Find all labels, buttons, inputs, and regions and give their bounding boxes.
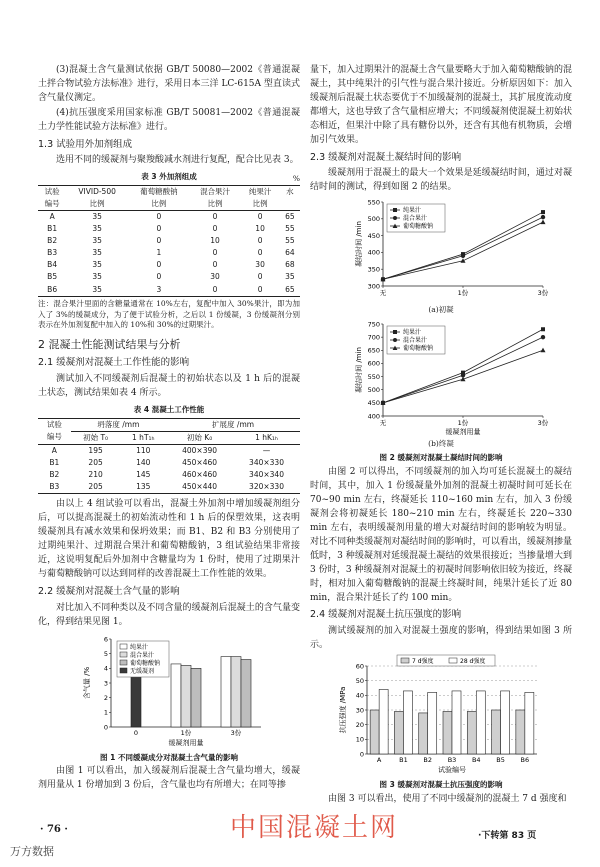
- paragraph: 测试缓凝剂的加入对混凝土强度的影响，得到结果如图 3 所示。: [310, 626, 572, 651]
- y-axis-label: 凝结时间 /min: [355, 221, 363, 268]
- y-tick-label: 500: [367, 385, 380, 394]
- y-tick-label: 750: [367, 320, 380, 329]
- table-cell: 64: [285, 248, 295, 258]
- figure-initial-setting-chart: [321, 196, 561, 304]
- y-tick-label: 500: [367, 215, 380, 224]
- table-header: 试验: [46, 419, 62, 429]
- table-cell: B2: [49, 470, 60, 480]
- table-row: [38, 223, 300, 235]
- figure-caption: 图 1 不同缓凝成分对混凝土含气量的影响: [100, 752, 238, 762]
- paragraph: (3)混凝土含气量测试依据 GB/T 50080—2002《普通混凝土拌合物试验方法标准》进行，采用日本三洋 LC-615A 型直读式含气量仪测定。: [38, 65, 300, 103]
- bar: [419, 713, 428, 754]
- paragraph: (4)抗压强度采用国家标准 GB/T 50081—2002《普通混凝土力学性能试验方法标准》进行。: [38, 107, 300, 132]
- table-caption: 表 3 外加剂组成: [141, 172, 197, 182]
- data-point: [461, 254, 465, 258]
- x-tick-label: B3: [447, 756, 457, 765]
- legend-label: 混合果汁: [403, 215, 428, 223]
- subfigure-caption: (a)初凝: [428, 305, 454, 315]
- bar: [443, 712, 452, 755]
- data-point: [541, 327, 545, 331]
- legend-label: 7 d强度: [412, 658, 434, 666]
- table-header: 比例: [190, 198, 241, 211]
- y-tick-label: 4: [103, 664, 108, 673]
- legend-swatch: [449, 658, 457, 663]
- table-cell: 35: [92, 260, 102, 270]
- paragraph: 对比加入不同种类以及不同含量的缓凝剂后混凝土的含气量变化，得到结果见图 1。: [38, 602, 300, 627]
- bar: [191, 668, 201, 727]
- y-tick-label: 50: [355, 677, 364, 686]
- figure-final-setting-chart: [321, 318, 561, 438]
- table-cell: 0: [257, 272, 263, 282]
- x-tick-label: 3份: [230, 728, 242, 737]
- table-cell: 1: [156, 248, 162, 258]
- table-cell: 0: [257, 284, 263, 294]
- y-tick-label: 450: [367, 399, 380, 408]
- table-header: [280, 198, 300, 211]
- table-cell: B3: [49, 482, 60, 492]
- section-heading: 2.4 缓凝剂对混凝土抗压强度的影响: [310, 609, 462, 621]
- table-cell: 0: [212, 223, 218, 233]
- bar: [394, 712, 403, 755]
- bar: [452, 691, 461, 754]
- legend-label: 葡萄糖酸钠: [130, 659, 161, 667]
- y-tick-label: 600: [367, 359, 380, 368]
- bar: [467, 712, 476, 755]
- y-tick-label: 300: [367, 282, 380, 291]
- x-tick-label: 无: [379, 418, 387, 427]
- table-note: 注：混合果汁里面的含糖量通常在 10%左右，复配中加入 30%果汁，即为加入了 3%的缓凝成分，为了便于试验分析，之后以 1 份缓凝，3 份缓凝剂分别表示在外加剂复配中加入的 10%和 30%的过期果汁。: [38, 298, 300, 330]
- data-point: [461, 258, 466, 263]
- legend-label: 纯果汁: [130, 643, 149, 651]
- table-cell: 140: [136, 457, 151, 467]
- table-cell: 205: [88, 457, 103, 467]
- table-cell: 10: [255, 223, 265, 233]
- table-header: 混合果汁: [200, 186, 231, 196]
- source-label: 万方数据: [10, 845, 54, 858]
- table-cell: 35: [92, 211, 102, 221]
- table-row: [38, 271, 300, 283]
- table-header: 水: [286, 186, 294, 196]
- table-cell: 400×390: [182, 445, 218, 455]
- y-tick-label: 30: [355, 706, 364, 715]
- table-row: [38, 259, 300, 271]
- figure-compressive-strength-chart: [321, 654, 561, 776]
- table-header: 比例: [240, 198, 279, 211]
- legend-label: 28 d强度: [460, 658, 486, 666]
- table-row: [38, 284, 300, 297]
- bar: [492, 710, 501, 754]
- table-cell: 0: [212, 248, 218, 258]
- table-cell: B1: [49, 457, 60, 467]
- table-cell: 110: [136, 445, 151, 455]
- y-tick-label: 650: [367, 346, 380, 355]
- table-cell: 0: [156, 272, 162, 282]
- x-tick-label: 1份: [180, 728, 192, 737]
- bar: [428, 692, 437, 754]
- x-tick-label: B6: [520, 756, 530, 765]
- y-tick-label: 10: [355, 735, 364, 744]
- paragraph: 由图 1 可以看出，加入缓凝剂后混凝土含气量均增大，缓凝剂用量从 1 份增加到 3 份后，含气量也均有所增大；在同等掺: [38, 766, 300, 791]
- legend-label: 纯果汁: [403, 207, 422, 215]
- table-cell: 340×340: [249, 470, 284, 480]
- paragraph: 由以上 4 组试验可以看出，混凝土外加剂中增加缓凝剂组分后，可以提高混凝土的初始流动性和 1 h 后的保塑效果，这表明缓凝剂具有减水效果和保坍效果；而 B1、B2 和 B3 分别使用了过期纯果汁、过期混合果汁和葡萄糖酸钠，3 组试验结果非常接近，这说明复配后外加剂中含糖量均为 1 份时，使用了过期果汁与葡萄糖酸钠可以达到同样的改善混凝土工作性能的效果。: [38, 499, 300, 580]
- table-row: [38, 247, 300, 259]
- table-row: [38, 469, 300, 481]
- legend-label: 葡萄糖酸钠: [403, 345, 434, 353]
- table-cell: 30: [210, 272, 220, 282]
- table-cell: B4: [47, 260, 58, 270]
- x-tick-label: 0: [133, 728, 139, 737]
- y-tick-label: 550: [367, 198, 380, 207]
- table-header: 1 hT₁ₕ: [121, 431, 167, 444]
- legend-swatch: [120, 652, 127, 657]
- paragraph: 由图 3 可以看出，使用了不同中缓凝剂的混凝土 7 d 强度和: [328, 793, 567, 804]
- bar: [221, 656, 231, 726]
- legend-marker: [393, 338, 397, 342]
- table-cell: 68: [285, 260, 295, 270]
- table-header: VIVID-500: [78, 186, 116, 196]
- legend-marker: [393, 208, 397, 212]
- bar: [516, 710, 525, 754]
- table-header: 试验: [44, 186, 60, 196]
- table-cell: 0: [156, 211, 162, 221]
- table-header: 纯果汁: [248, 186, 272, 196]
- bar: [403, 691, 412, 754]
- legend-label: 混合果汁: [130, 651, 155, 659]
- y-tick-label: 2: [103, 693, 108, 702]
- bar: [525, 692, 534, 754]
- x-tick-label: 3份: [537, 418, 549, 427]
- table-cell: B2: [47, 236, 58, 246]
- page-number: · 76 ·: [40, 824, 68, 835]
- table-cell: 35: [285, 272, 295, 282]
- table-unit: %: [292, 173, 300, 183]
- y-axis-label: 含气量 /%: [83, 666, 91, 699]
- table-header: 比例: [66, 198, 128, 211]
- table-cell: B3: [47, 248, 58, 258]
- table-cell: 0: [257, 248, 263, 258]
- bar: [131, 672, 141, 726]
- x-tick-label: B5: [496, 756, 505, 765]
- table-cell: 460×460: [182, 470, 218, 480]
- bar: [181, 665, 191, 727]
- legend-marker: [393, 216, 397, 220]
- table-header: 比例: [128, 198, 190, 211]
- y-tick-label: 40: [355, 691, 364, 700]
- table-cell: B1: [47, 223, 58, 233]
- table-cell: —: [262, 445, 271, 455]
- legend-label: 无缓凝剂: [130, 667, 155, 675]
- section-heading: 1.3 试验用外加剂组成: [38, 138, 133, 150]
- y-tick-label: 1: [103, 708, 108, 717]
- y-tick-label: 400: [367, 248, 380, 257]
- table-header: 1 hK₁ₕ: [233, 431, 300, 444]
- data-point: [541, 210, 545, 214]
- y-tick-label: 3: [103, 678, 108, 687]
- table-cell: 30: [255, 260, 265, 270]
- bar: [501, 691, 510, 754]
- legend-label: 纯果汁: [403, 329, 422, 337]
- table-cell: B6: [47, 284, 58, 294]
- table-row: [38, 481, 300, 494]
- x-axis-label: 试验编号: [438, 766, 466, 775]
- table-cell: A: [49, 211, 55, 221]
- bar: [171, 664, 181, 727]
- x-tick-label: 1份: [457, 289, 469, 298]
- legend-swatch: [120, 644, 127, 649]
- table-row: [38, 444, 300, 457]
- table-cell: 65: [285, 211, 295, 221]
- table-cell: 0: [257, 211, 263, 221]
- y-tick-label: 700: [367, 333, 380, 342]
- table-cell: 340×330: [249, 457, 284, 467]
- y-tick-label: 0: [359, 750, 364, 759]
- x-tick-label: B1: [399, 756, 408, 765]
- table-row: [38, 235, 300, 247]
- data-point: [541, 215, 545, 219]
- x-tick-label: B4: [471, 756, 481, 765]
- table-header: 编号: [38, 431, 71, 444]
- legend-swatch: [120, 660, 127, 665]
- paragraph: 测试加入不同缓凝剂后混凝土的初始状态以及 1 h 后的混凝土状态，测试结果如表 4 所示。: [38, 374, 300, 399]
- table-cell: 135: [136, 482, 151, 492]
- section-heading: 2.1 缓凝剂对混凝土工作性能的影响: [38, 357, 190, 369]
- y-tick-label: 0: [103, 722, 108, 731]
- table-cell: 450×440: [182, 482, 218, 492]
- table-cell: 210: [88, 470, 103, 480]
- paragraph: 选用不同的缓凝剂与聚羧酸减水剂进行复配，配合比见表 3。: [56, 155, 299, 166]
- y-axis-label: 抗压强度 /MPa: [339, 686, 347, 734]
- data-point: [541, 220, 546, 225]
- legend-swatch: [120, 668, 127, 673]
- legend-marker: [393, 330, 397, 334]
- bar: [241, 659, 251, 726]
- table-cell: 0: [212, 284, 218, 294]
- y-tick-label: 6: [103, 634, 108, 643]
- x-tick-label: 3份: [537, 289, 549, 298]
- paragraph: 由图 2 可以得出，不同缓凝剂的加入均可延长混凝土的凝结时间，其中，加入 1 份缓凝量外加剂的混凝土初凝时间可延长在 70~90 min 左右，终凝延长 110~160 min 左右，加入 3 份缓凝剂会将初凝延长 180~210 min 左右，终凝延长 220~330 min 左右，表明缓凝剂用量的增大对凝结时间的影响较为明显。对比不同种类缓凝剂对凝结时间的影响时，可以看出，缓凝剂掺量低时，3 种缓凝剂对延缓混凝土凝结的效果很接近；当掺量增大到 3 份时，3 种缓凝剂对混凝土的初凝时间影响依旧较为接近，终凝时，相对加入葡萄糖酸钠的混凝土终凝时间，纯果汁延长了近 80 min，混合果汁延长了约 100 min。: [310, 467, 572, 603]
- x-tick-label: A: [376, 756, 382, 765]
- table-cell: 205: [88, 482, 103, 492]
- subfigure-caption: (b)终凝: [428, 438, 454, 448]
- watermark: 中国混凝土网: [230, 813, 399, 843]
- table-cell: A: [51, 445, 57, 455]
- y-tick-label: 60: [355, 662, 364, 671]
- table-cell: B5: [47, 272, 58, 282]
- y-tick-label: 5: [103, 649, 108, 658]
- section-heading: 2 混凝土性能测试结果与分析: [38, 338, 181, 352]
- table-cell: 320×330: [249, 482, 284, 492]
- y-tick-label: 450: [367, 232, 380, 241]
- table-additive-composition: [38, 185, 300, 297]
- table-cell: 0: [257, 236, 263, 246]
- y-axis-label: 凝结时间 /min: [355, 346, 363, 393]
- table-header: 葡萄糖酸钠: [140, 186, 178, 196]
- y-tick-label: 550: [367, 372, 380, 381]
- y-tick-label: 20: [355, 721, 364, 730]
- table-caption: 表 4 混凝土工作性能: [133, 404, 205, 414]
- table-header: 扩展度 /mm: [166, 418, 300, 431]
- continued-note: ·下转第 83 页: [478, 831, 537, 841]
- x-axis-label: 缓凝剂用量: [168, 738, 204, 747]
- table-header: 初始 K₀: [166, 431, 233, 444]
- legend-label: 葡萄糖酸钠: [403, 223, 434, 231]
- bar: [379, 690, 388, 755]
- table-cell: 65: [285, 284, 295, 294]
- section-heading: 2.2 缓凝剂对混凝土含气量的影响: [38, 585, 180, 597]
- table-cell: 450×460: [182, 457, 218, 467]
- x-tick-label: 无: [379, 289, 387, 298]
- table-cell: 35: [92, 284, 102, 294]
- table-cell: 55: [285, 223, 295, 233]
- x-tick-label: 1份: [457, 418, 469, 427]
- table-cell: 195: [88, 445, 103, 455]
- x-axis-label: 缓凝剂用量: [445, 427, 481, 436]
- table-cell: 0: [156, 236, 162, 246]
- table-workability: [38, 418, 300, 495]
- table-cell: 145: [136, 470, 151, 480]
- data-point: [541, 348, 546, 353]
- legend-swatch: [401, 658, 409, 663]
- bar: [476, 691, 485, 754]
- y-tick-label: 350: [367, 265, 380, 274]
- table-cell: 35: [92, 223, 102, 233]
- table-header: 坍落度 /mm: [71, 418, 166, 431]
- bar: [370, 710, 379, 754]
- data-point: [541, 335, 545, 339]
- table-cell: 10: [210, 236, 220, 246]
- legend-label: 混合果汁: [403, 337, 428, 345]
- bar: [231, 656, 241, 726]
- figure-air-content-chart: [49, 631, 289, 749]
- paragraph: 缓凝剂用于混凝土的最大一个效果是延缓凝结时间，通过对凝结时间的测试，得到如图 2 的结果。: [310, 168, 572, 193]
- left-column: [38, 64, 300, 794]
- figure-caption: 图 2 缓凝剂对混凝土凝结时间的影响: [379, 453, 503, 463]
- table-cell: 35: [92, 272, 102, 282]
- table-cell: 35: [92, 236, 102, 246]
- paragraph: 量下，加入过期果汁的混凝土含气量要略大于加入葡萄糖酸钠的混凝土，其中纯果汁的引气性与混合果汁接近。分析原因如下：加入缓凝剂后混凝土状态要优于不加缓凝剂的混凝土，其扩展度流动度都增大，这也导致了含气量相应增大；不同缓凝剂使混凝土初始状态相近，但果汁中除了具有糖份以外，还含有其他有机物质，会增加引气效果。: [310, 65, 572, 145]
- right-column: [310, 64, 572, 808]
- table-header: 编号: [38, 198, 66, 211]
- table-cell: 0: [212, 260, 218, 270]
- section-heading: 2.3 缓凝剂对混凝土凝结时间的影响: [310, 151, 462, 163]
- table-row: [38, 210, 300, 223]
- table-cell: 0: [156, 260, 162, 270]
- x-tick-label: B2: [423, 756, 433, 765]
- table-cell: 0: [212, 211, 218, 221]
- table-cell: 55: [285, 236, 295, 246]
- table-cell: 35: [92, 248, 102, 258]
- y-tick-label: 400: [367, 412, 380, 421]
- table-row: [38, 457, 300, 469]
- table-cell: 0: [156, 223, 162, 233]
- table-cell: 3: [156, 284, 162, 294]
- figure-caption: 图 3 缓凝剂对混凝土抗压强度的影响: [379, 780, 503, 790]
- table-header: 初始 T₀: [71, 431, 121, 444]
